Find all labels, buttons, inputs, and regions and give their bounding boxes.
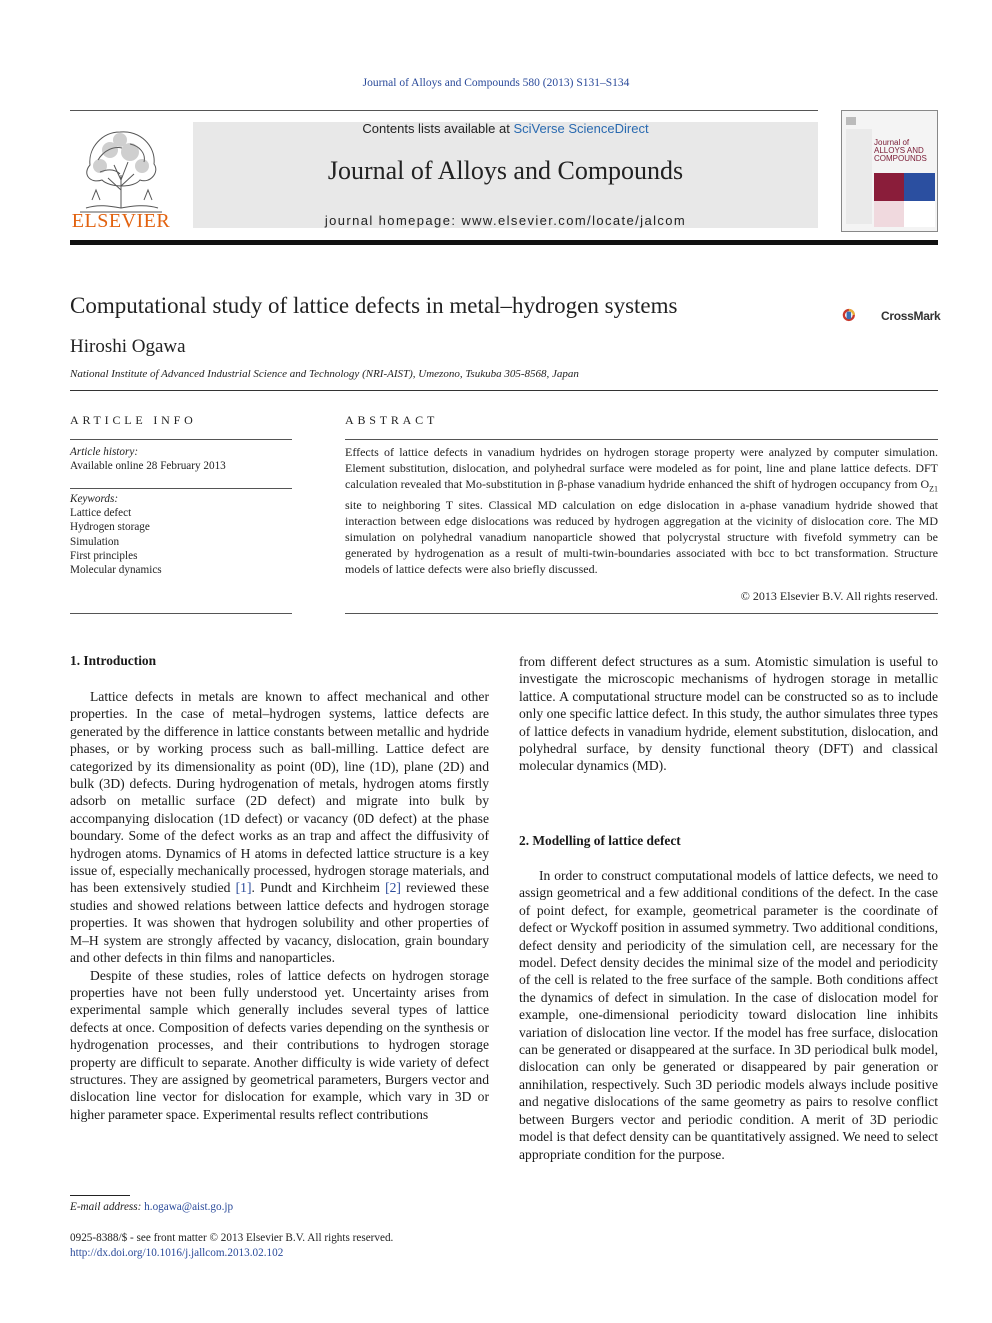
sciencedirect-link[interactable]: SciVerse ScienceDirect xyxy=(513,121,649,136)
author-name: Hiroshi Ogawa xyxy=(70,336,186,357)
abstract-part: site to neighboring T sites. Classical MD calculation on edge dislocation in a-phase vanadium hydride showed that interaction between edge dislocations was reduced by hydrogen aggregation at the vicinity of dislocation core. The MD simulation on polyhedral vanadium nanoparticle showed that polycrystal structure with fivefold symmetry can be generated by hydrogenation as a result of multi-twin-boundaries associated with bcc to bct transformation. Structure models of lattice defects were also briefly discussed. xyxy=(345,498,938,577)
doi-link[interactable]: http://dx.doi.org/10.1016/j.jallcom.2013.02.102 xyxy=(70,1246,284,1259)
article-title: Computational study of lattice defects in metal–hydrogen systems xyxy=(70,293,678,318)
section-heading-modelling: 2. Modelling of lattice defect xyxy=(519,833,681,848)
cover-artwork xyxy=(842,111,937,231)
body-column-right xyxy=(519,867,938,1163)
issn-block xyxy=(70,1231,393,1260)
article-info-heading: ARTICLE INFO xyxy=(70,413,197,427)
keywords-label: Keywords: xyxy=(70,493,119,505)
body-column-right xyxy=(519,653,938,775)
author-email xyxy=(70,1201,233,1213)
reference-link[interactable]: [2] xyxy=(385,880,401,896)
abstract-copyright: © 2013 Elsevier B.V. All rights reserved. xyxy=(740,589,938,603)
issn-line: 0925-8388/$ - see front matter © 2013 Elsevier B.V. All rights reserved. xyxy=(70,1232,394,1244)
journal-title: Journal of Alloys and Compounds xyxy=(327,156,684,185)
abstract-text xyxy=(345,444,938,577)
abstract-part: Effects of lattice defects in vanadium hydrides on hydrogen storage property were analyzed by computer simulation. Element substitution, dislocation, and polyhedral surface were modeled as for point, line and plane lattice defects. DFT calculation revealed that Mo-substitution in β-phase vanadium hydride enhanced the shift of hydrogen occupancy from O xyxy=(345,445,938,491)
keywords-list xyxy=(70,506,162,577)
body-paragraph: Despite of these studies, roles of lattice defects on hydrogen storage properties have not been fully understood yet. Uncertainty arises from experimental sample which generally includes several types of lattice defects at once. Composition of defects varies depending on the synthesis or hydrogenation processes, and their contributions to hydrogen storage property are difficult to separate. Another difficulty is wide variety of defect structures. They are assigned by geometrical parameters, Burgers vector and dislocation line vector for dislocation for example, which vary in 3D or higher parameter space. Experimental results reflect contributions xyxy=(70,967,489,1122)
crossmark-icon[interactable] xyxy=(842,297,880,333)
body-paragraph: In order to construct computational models of lattice defects, we need to assign geometrical and a few additional conditions of the defect. In the case of point defect, for example, geometrical parameter is the coordinate of defect or Wyckoff position in assumed symmetry. Two additional conditions, defect density and periodicity of the simulation cell, are necessary for the model. Defect density decides the minimal size of the model and periodicity of the cell is related to the free surface of the sample. Both conditions affect the dynamics of defect in simulation. In the case of dislocation model for example, one-dimensional periodicity toward dislocation line inhibits variation of dislocation line vector. If the model has free surface, dislocation can be generated or disappeared at the surface. In 3D periodical bulk model, dislocation can only be generated or disappeared by pair generation or annihilation, respectively. Such 3D periodic models always include positive and negative dislocations of the same geometry as pairs to resolve conflict between Burgers vector and periodic condition. A merit of 3D periodic model is that defect density can be quantitatively assigned. We need to select appropriate condition for the purpose. xyxy=(519,868,938,1162)
contents-prefix: Contents lists available at xyxy=(362,121,510,136)
crossmark-label[interactable]: CrossMark xyxy=(881,309,941,323)
affiliation-rule xyxy=(70,390,938,391)
keyword-item: Molecular dynamics xyxy=(70,564,162,577)
section-heading-introduction: 1. Introduction xyxy=(70,653,157,668)
text-run: . Pundt and Kirchheim xyxy=(251,880,386,896)
header-top-rule xyxy=(70,110,818,111)
article-history-value: Available online 28 February 2013 xyxy=(70,460,226,472)
article-history-label: Article history: xyxy=(70,446,139,458)
keyword-item: Hydrogen storage xyxy=(70,521,150,534)
footnote-rule xyxy=(70,1195,130,1196)
body-column-left xyxy=(70,688,489,1123)
header-thick-rule xyxy=(70,240,938,245)
keyword-item: First principles xyxy=(70,549,138,562)
reference-link[interactable]: [1] xyxy=(235,880,252,896)
journal-cover-thumbnail xyxy=(841,110,938,232)
body-paragraph: from different defect structures as a sum. Atomistic simulation is useful to investigate the microscopic mechanisms of hydrogen storage in metallic lattice. A computational structure model can be constructed so as to include only one specific lattice defect. In this study, the author simulates three types of lattice defects in vanadium hydride, element substitution, dislocation, and polyhedral surface, by density functional theory (DFT) and classical molecular dynamics (MD). xyxy=(519,654,938,774)
abstract-rule xyxy=(345,439,938,440)
abstract-rule xyxy=(345,613,938,614)
journal-citation[interactable]: Journal of Alloys and Compounds 580 (2013) S131–S134 xyxy=(362,77,630,89)
elsevier-wordmark: ELSEVIER xyxy=(71,210,171,232)
article-info-rule xyxy=(70,439,292,440)
text-run: Lattice defects in metals are known to affect mechanical and other properties. In the case of metal–hydrogen systems, lattice defects are generated by the difference in lattice constants between metallic and hydride phases, or by working process such as ball-milling. Lattice defect are categorized by its dimensionality as point (0D), line (1D), plane (2D) and bulk (3D) defects. During hydrogenation of metals, hydrogen atoms firstly adsorb on metallic surface (2D defect) and migrate into bulk by accompanying dislocation (1D defect) or vacancy (0D defect) at the phase boundary. Some of the defect works as an trap and affect the diffusivity of hydrogen atoms. Dynamics of H atoms in defected lattice structure is a key issue of, especially mechanically processed, hydrogen storage materials, and has been extensively studied xyxy=(70,689,489,896)
cover-title: Journal of ALLOYS AND COMPOUNDS xyxy=(874,138,927,163)
journal-homepage[interactable]: journal homepage: www.elsevier.com/locate/jalcom xyxy=(324,213,687,228)
abstract-subscript: Z1 xyxy=(929,484,938,494)
text-run: reviewed these studies and showed relations between lattice defects and hydrogen storage properties. It was showen that hydrogen solubility and other properties of M–H system are strongly affected by vacancy, dislocation, grain boundary and other defects in thin films and nanoparticles. xyxy=(70,880,490,966)
email-link[interactable]: h.ogawa@aist.go.jp xyxy=(144,1201,234,1213)
author-affiliation: National Institute of Advanced Industrial Science and Technology (NRI-AIST), Umezono, Tsukuba 305-8568, Japan xyxy=(70,368,579,380)
body-paragraph xyxy=(70,688,489,967)
article-info-rule xyxy=(70,488,292,489)
keyword-item: Simulation xyxy=(70,535,120,548)
abstract-heading: ABSTRACT xyxy=(345,413,439,427)
article-info-rule xyxy=(70,613,292,614)
keyword-item: Lattice defect xyxy=(70,507,132,519)
contents-line xyxy=(193,121,818,136)
email-label: E-mail address: xyxy=(70,1201,142,1213)
